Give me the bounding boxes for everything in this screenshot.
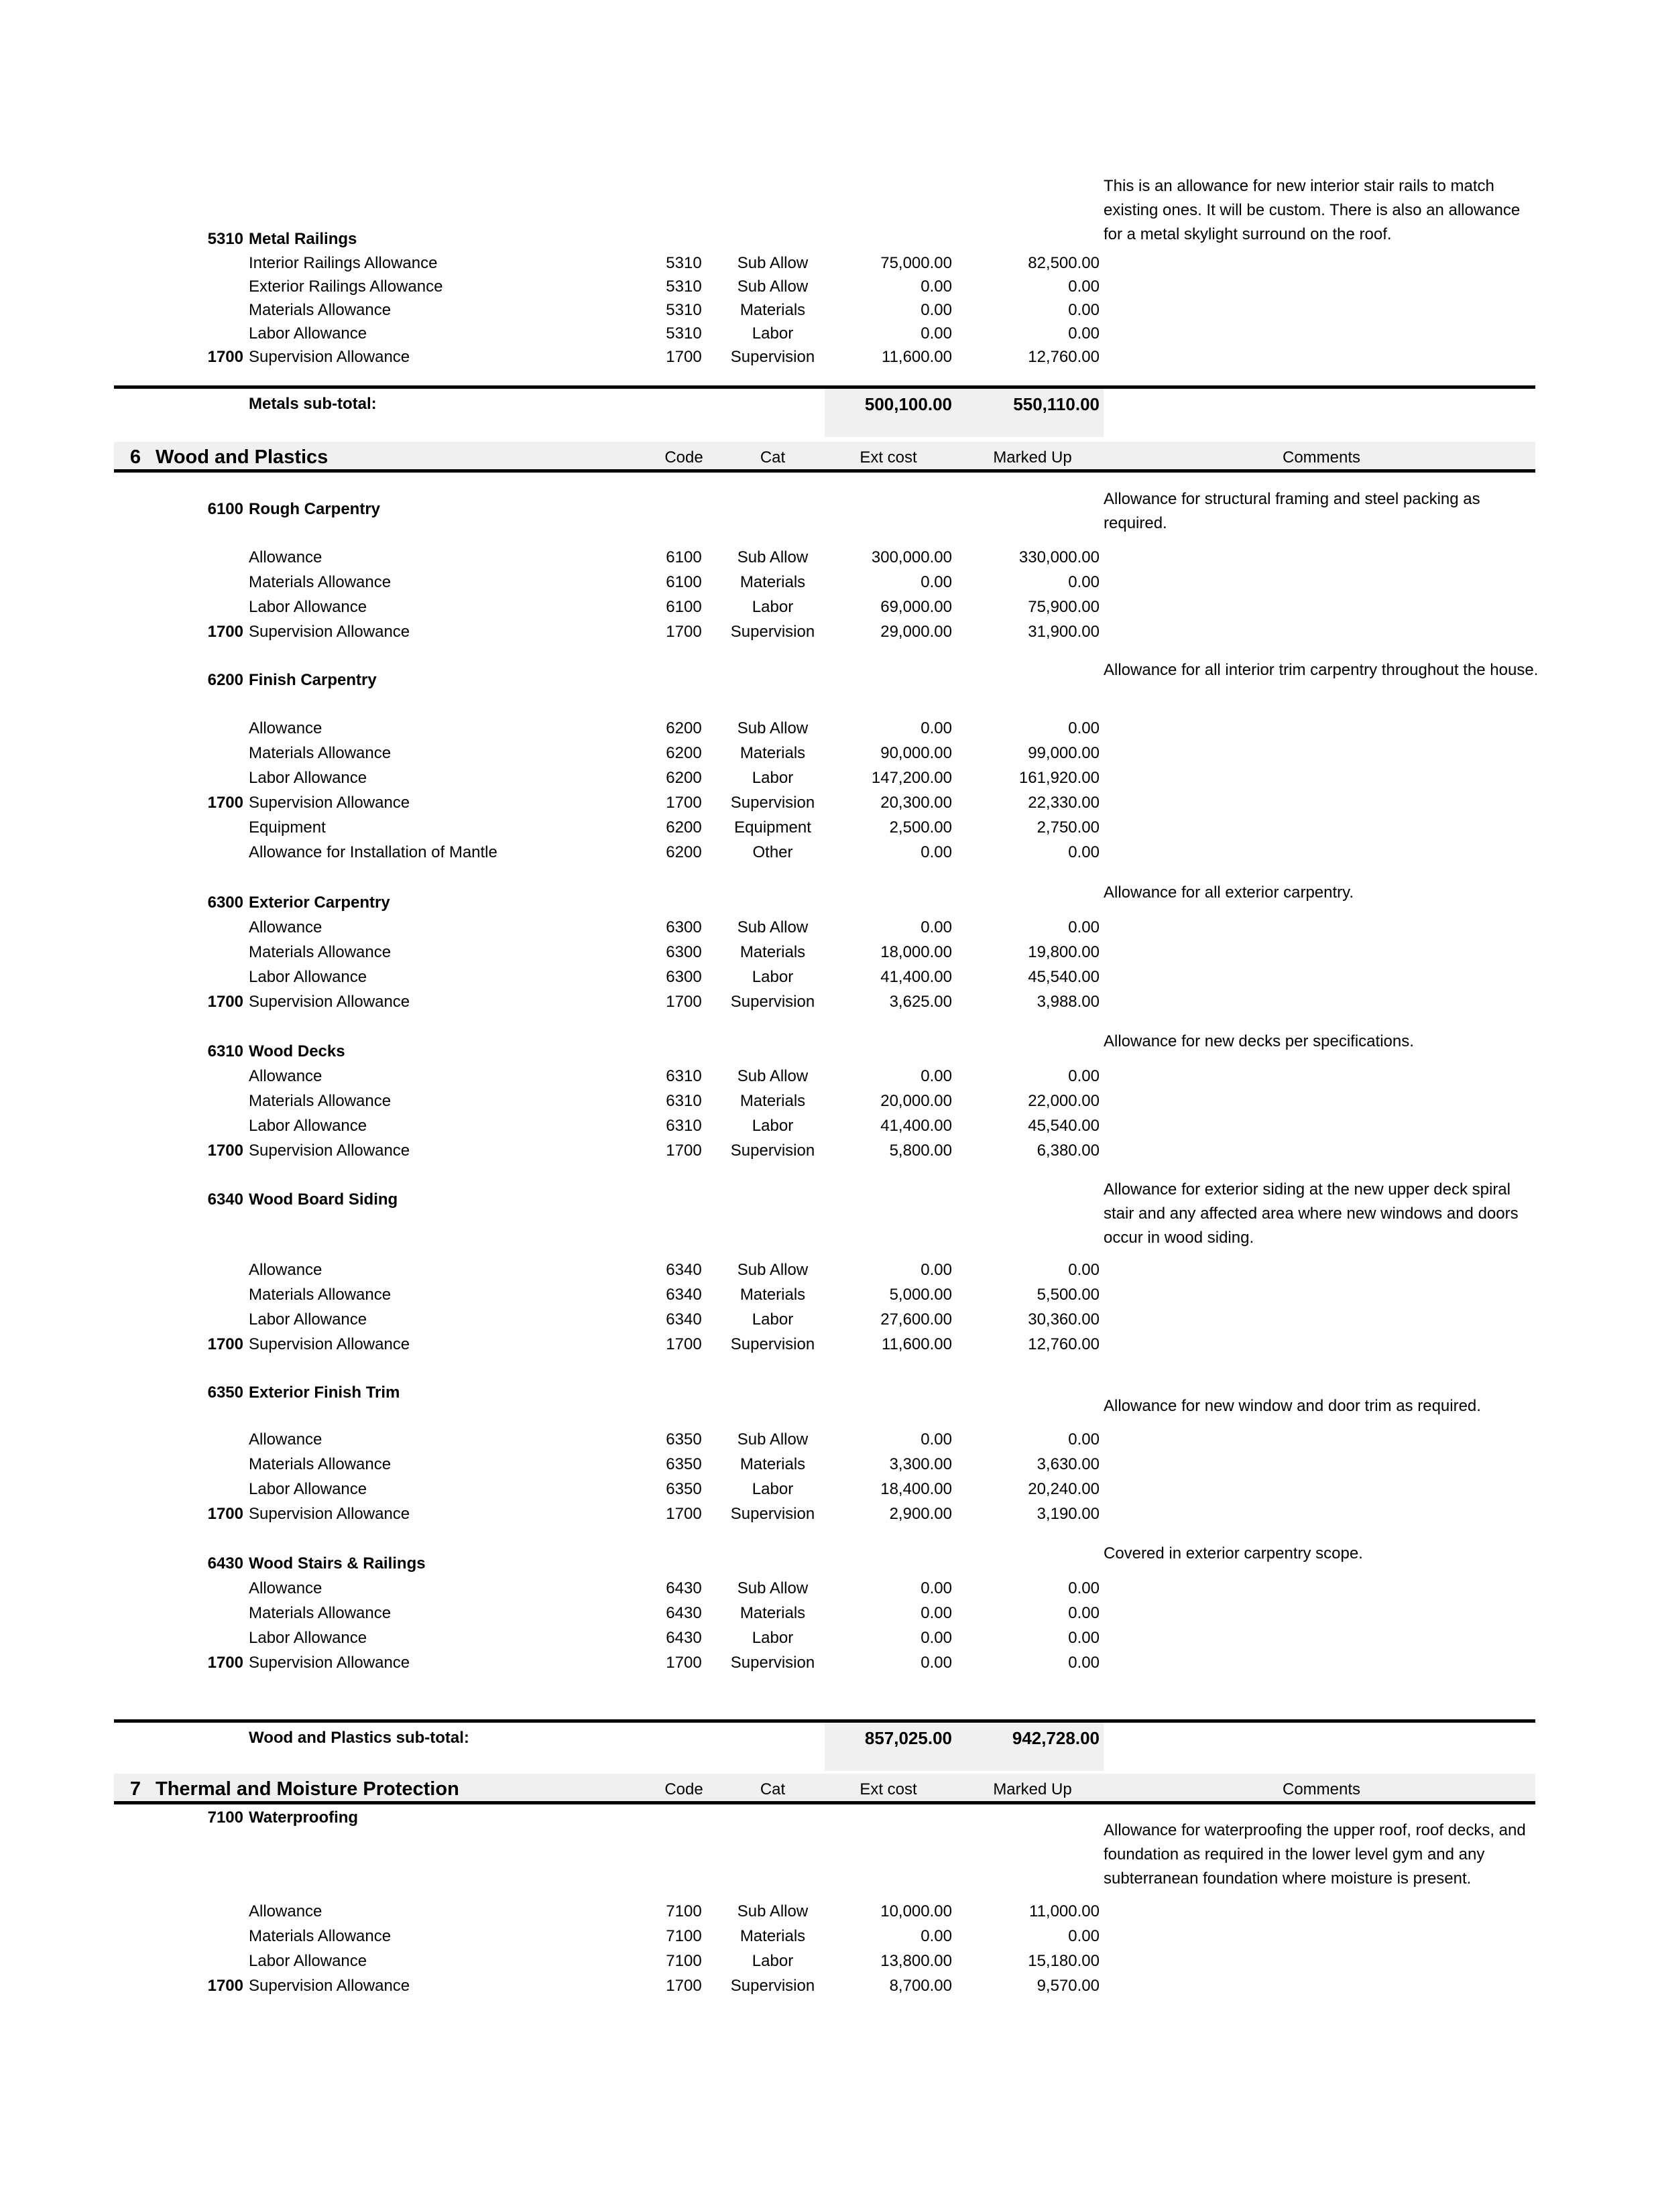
line-item-label: Supervision Allowance: [249, 1335, 410, 1353]
line-item-ext-cost: 3,300.00: [889, 1455, 952, 1473]
section-title: Finish Carpentry: [249, 671, 377, 689]
line-item-code: 1700: [666, 1142, 702, 1160]
line-item-ext-cost: 0.00: [921, 1654, 952, 1672]
line-item-ext-cost: 75,000.00: [880, 254, 952, 272]
line-item-ext-cost: 27,600.00: [880, 1310, 952, 1329]
line-item-label: Labor Allowance: [249, 1117, 367, 1135]
section-code: 5310: [207, 230, 243, 248]
line-item-code: 1700: [666, 794, 702, 812]
section-title: Waterproofing: [249, 1808, 359, 1827]
line-item-category: Sub Allow: [737, 548, 809, 566]
line-item-category: Sub Allow: [737, 1579, 809, 1597]
column-header-comments: Comments: [1282, 1780, 1361, 1798]
line-item-code: 6100: [666, 548, 702, 566]
line-item-label: Allowance: [249, 548, 322, 566]
line-item-category: Materials: [740, 943, 806, 961]
column-header-cat: Cat: [760, 1780, 786, 1798]
division-number: 7: [129, 1778, 141, 1800]
line-item-label: Materials Allowance: [249, 744, 392, 762]
section-code: 7100: [207, 1808, 243, 1827]
line-item-code: 6200: [666, 843, 702, 861]
supervision-code: 1700: [207, 1977, 243, 1995]
supervision-code: 1700: [207, 1505, 243, 1523]
line-item-marked-up: 0.00: [1068, 1604, 1100, 1622]
division-title: Wood and Plastics: [156, 446, 329, 468]
line-item-category: Labor: [752, 1310, 794, 1329]
line-item-marked-up: 161,920.00: [1018, 769, 1100, 787]
line-item-ext-cost: 0.00: [921, 843, 952, 861]
line-item-marked-up: 19,800.00: [1028, 943, 1100, 961]
line-item-category: Sub Allow: [737, 254, 809, 272]
line-item-code: 7100: [666, 1902, 702, 1920]
line-item-marked-up: 0.00: [1068, 1430, 1100, 1449]
line-item-marked-up: 12,760.00: [1028, 1335, 1100, 1353]
line-item-category: Labor: [752, 1952, 794, 1970]
line-item-code: 7100: [666, 1927, 702, 1945]
line-item-category: Sub Allow: [737, 1902, 809, 1920]
line-item-label: Allowance: [249, 1579, 322, 1597]
line-item-code: 6310: [666, 1117, 702, 1135]
section-comment: Allowance for waterproofing the upper roof, roof decks, and foundation as required in the lower level gym and any subterranean foundation where moisture is present.: [1104, 1821, 1526, 1888]
line-item-category: Supervision: [730, 1142, 815, 1160]
line-item-code: 6430: [666, 1604, 702, 1622]
section-comment: Allowance for exterior siding at the new upper deck spiral stair and any affected area where new windows and doors occur in wood siding.: [1104, 1180, 1519, 1247]
line-item-ext-cost: 0.00: [921, 1629, 952, 1647]
line-item-marked-up: 3,988.00: [1037, 993, 1100, 1011]
line-item-code: 6100: [666, 598, 702, 616]
line-item-code: 6200: [666, 719, 702, 737]
line-item-label: Supervision Allowance: [249, 993, 410, 1011]
section-title: Rough Carpentry: [249, 500, 381, 518]
line-item-ext-cost: 0.00: [921, 1579, 952, 1597]
line-item-ext-cost: 41,400.00: [880, 968, 952, 986]
line-item-code: 6430: [666, 1579, 702, 1597]
line-item-marked-up: 0.00: [1068, 918, 1100, 936]
subtotal-marked-up: 550,110.00: [1013, 394, 1100, 414]
line-item-label: Labor Allowance: [249, 1480, 367, 1498]
line-item-code: 6100: [666, 573, 702, 591]
line-item-marked-up: 0.00: [1068, 1654, 1100, 1672]
line-item-code: 5310: [666, 301, 702, 319]
subtotal-rule: [114, 385, 1535, 389]
line-item-label: Supervision Allowance: [249, 623, 410, 641]
line-item-ext-cost: 0.00: [921, 1430, 952, 1449]
line-item-ext-cost: 0.00: [921, 1261, 952, 1279]
line-item-code: 6350: [666, 1430, 702, 1449]
supervision-code: 1700: [207, 348, 243, 366]
line-item-code: 6310: [666, 1092, 702, 1110]
line-item-category: Supervision: [730, 1505, 815, 1523]
line-item-category: Materials: [740, 744, 806, 762]
line-item-ext-cost: 147,200.00: [871, 769, 952, 787]
line-item-code: 6310: [666, 1067, 702, 1085]
line-item-marked-up: 330,000.00: [1018, 548, 1100, 566]
division-title: Thermal and Moisture Protection: [156, 1778, 459, 1800]
line-item-category: Other: [752, 843, 793, 861]
line-item-code: 1700: [666, 993, 702, 1011]
line-item-ext-cost: 29,000.00: [880, 623, 952, 641]
line-item-code: 7100: [666, 1952, 702, 1970]
line-item-marked-up: 45,540.00: [1028, 968, 1100, 986]
line-item-label: Labor Allowance: [249, 324, 367, 343]
line-item-marked-up: 22,000.00: [1028, 1092, 1100, 1110]
line-item-code: 1700: [666, 1977, 702, 1995]
column-header-marked-up: Marked Up: [993, 1780, 1072, 1798]
line-item-code: 6300: [666, 918, 702, 936]
line-item-label: Allowance: [249, 1430, 322, 1449]
line-item-code: 1700: [666, 348, 702, 366]
line-item-category: Supervision: [730, 623, 815, 641]
line-item-ext-cost: 0.00: [921, 301, 952, 319]
line-item-marked-up: 22,330.00: [1028, 794, 1100, 812]
column-header-comments: Comments: [1282, 448, 1361, 467]
line-item-label: Materials Allowance: [249, 1092, 392, 1110]
line-item-code: 5310: [666, 278, 702, 296]
line-item-category: Materials: [740, 1286, 806, 1304]
line-item-label: Labor Allowance: [249, 769, 367, 787]
line-item-category: Materials: [740, 301, 806, 319]
line-item-label: Allowance: [249, 1261, 322, 1279]
line-item-ext-cost: 20,300.00: [880, 794, 952, 812]
section-title: Wood Stairs & Railings: [249, 1554, 426, 1573]
line-item-marked-up: 5,500.00: [1037, 1286, 1100, 1304]
line-item-code: 6350: [666, 1455, 702, 1473]
line-item-code: 6200: [666, 744, 702, 762]
line-item-label: Materials Allowance: [249, 573, 392, 591]
line-item-marked-up: 15,180.00: [1028, 1952, 1100, 1970]
line-item-label: Materials Allowance: [249, 943, 392, 961]
line-item-marked-up: 0.00: [1068, 573, 1100, 591]
line-item-ext-cost: 90,000.00: [880, 744, 952, 762]
line-item-code: 5310: [666, 254, 702, 272]
line-item-label: Allowance: [249, 1902, 322, 1920]
line-item-code: 6350: [666, 1480, 702, 1498]
line-item-ext-cost: 5,800.00: [889, 1142, 952, 1160]
line-item-code: 6340: [666, 1310, 702, 1329]
line-item-marked-up: 0.00: [1068, 301, 1100, 319]
line-item-code: 6340: [666, 1286, 702, 1304]
supervision-code: 1700: [207, 1654, 243, 1672]
section-title: Wood Decks: [249, 1042, 345, 1060]
line-item-category: Sub Allow: [737, 1261, 809, 1279]
line-item-label: Materials Allowance: [249, 1286, 392, 1304]
line-item-ext-cost: 0.00: [921, 573, 952, 591]
line-item-marked-up: 0.00: [1068, 278, 1100, 296]
line-item-category: Sub Allow: [737, 1067, 809, 1085]
line-item-category: Supervision: [730, 1654, 815, 1672]
line-item-code: 6200: [666, 769, 702, 787]
line-item-ext-cost: 2,900.00: [889, 1505, 952, 1523]
line-item-marked-up: 0.00: [1068, 719, 1100, 737]
section-code: 6200: [207, 671, 243, 689]
line-item-category: Materials: [740, 1927, 806, 1945]
subtotal-label: Wood and Plastics sub-total:: [249, 1729, 469, 1747]
line-item-marked-up: 82,500.00: [1028, 254, 1100, 272]
line-item-marked-up: 12,760.00: [1028, 348, 1100, 366]
line-item-label: Supervision Allowance: [249, 1977, 410, 1995]
line-item-code: 6340: [666, 1261, 702, 1279]
subtotal-rule: [114, 1719, 1535, 1723]
subtotal-marked-up: 942,728.00: [1012, 1728, 1100, 1748]
column-header-ext-cost: Ext cost: [860, 1780, 917, 1798]
section-code: 6310: [207, 1042, 243, 1060]
section-title: Exterior Finish Trim: [249, 1384, 400, 1402]
line-item-ext-cost: 41,400.00: [880, 1117, 952, 1135]
line-item-ext-cost: 11,600.00: [882, 1335, 952, 1353]
supervision-code: 1700: [207, 1335, 243, 1353]
line-item-label: Materials Allowance: [249, 1927, 392, 1945]
section-title: Wood Board Siding: [249, 1190, 398, 1209]
line-item-code: 6300: [666, 943, 702, 961]
line-item-code: 6200: [666, 818, 702, 837]
section-comment: Allowance for new decks per specifications.: [1104, 1032, 1414, 1050]
subtotal-ext-cost: 857,025.00: [864, 1728, 952, 1748]
line-item-code: 6300: [666, 968, 702, 986]
line-item-category: Supervision: [730, 794, 815, 812]
line-item-category: Labor: [752, 968, 794, 986]
line-item-label: Allowance: [249, 918, 322, 936]
line-item-category: Labor: [752, 598, 794, 616]
line-item-category: Materials: [740, 1455, 806, 1473]
section-comment: This is an allowance for new interior stair rails to match existing ones. It will be custom. There is also an allowance for a metal skylight surround on the roof.: [1104, 177, 1521, 243]
line-item-label: Materials Allowance: [249, 1604, 392, 1622]
line-item-category: Materials: [740, 1092, 806, 1110]
division-number: 6: [129, 446, 141, 468]
line-item-category: Materials: [740, 1604, 806, 1622]
line-item-ext-cost: 18,400.00: [880, 1480, 952, 1498]
line-item-marked-up: 11,000.00: [1029, 1902, 1100, 1920]
line-item-ext-cost: 18,000.00: [880, 943, 952, 961]
line-item-marked-up: 20,240.00: [1028, 1480, 1100, 1498]
line-item-marked-up: 2,750.00: [1037, 818, 1100, 837]
line-item-marked-up: 45,540.00: [1028, 1117, 1100, 1135]
line-item-category: Labor: [752, 1480, 794, 1498]
line-item-marked-up: 0.00: [1068, 1629, 1100, 1647]
line-item-category: Sub Allow: [737, 918, 809, 936]
line-item-ext-cost: 0.00: [921, 278, 952, 296]
line-item-marked-up: 3,190.00: [1037, 1505, 1100, 1523]
line-item-marked-up: 0.00: [1068, 1579, 1100, 1597]
subtotal-ext-cost: 500,100.00: [864, 394, 952, 414]
line-item-label: Supervision Allowance: [249, 1505, 410, 1523]
line-item-ext-cost: 300,000.00: [871, 548, 952, 566]
section-title: Metal Railings: [249, 230, 357, 248]
column-header-cat: Cat: [760, 448, 786, 467]
line-item-ext-cost: 0.00: [921, 719, 952, 737]
line-item-marked-up: 0.00: [1068, 843, 1100, 861]
section-comment: Allowance for new window and door trim as required.: [1104, 1397, 1481, 1415]
line-item-category: Supervision: [730, 348, 815, 366]
line-item-label: Labor Allowance: [249, 1952, 367, 1970]
line-item-label: Interior Railings Allowance: [249, 254, 438, 272]
section-code: 6350: [207, 1384, 243, 1402]
line-item-label: Allowance: [249, 719, 322, 737]
line-item-label: Supervision Allowance: [249, 1654, 410, 1672]
subtotal-label: Metals sub-total:: [249, 395, 377, 413]
line-item-ext-cost: 3,625.00: [889, 993, 952, 1011]
line-item-ext-cost: 13,800.00: [880, 1952, 952, 1970]
line-item-category: Labor: [752, 1117, 794, 1135]
line-item-marked-up: 3,630.00: [1037, 1455, 1100, 1473]
line-item-category: Supervision: [730, 1977, 815, 1995]
line-item-ext-cost: 0.00: [921, 1927, 952, 1945]
line-item-ext-cost: 10,000.00: [880, 1902, 952, 1920]
line-item-marked-up: 0.00: [1068, 324, 1100, 343]
line-item-code: 1700: [666, 1654, 702, 1672]
line-item-label: Labor Allowance: [249, 1629, 367, 1647]
section-comment: Covered in exterior carpentry scope.: [1104, 1544, 1363, 1562]
section-title: Exterior Carpentry: [249, 894, 390, 912]
line-item-marked-up: 0.00: [1068, 1261, 1100, 1279]
line-item-category: Labor: [752, 1629, 794, 1647]
column-header-code: Code: [664, 448, 703, 467]
supervision-code: 1700: [207, 623, 243, 641]
supervision-code: 1700: [207, 1142, 243, 1160]
line-item-ext-cost: 0.00: [921, 1604, 952, 1622]
line-item-label: Supervision Allowance: [249, 1142, 410, 1160]
line-item-label: Materials Allowance: [249, 1455, 392, 1473]
line-item-category: Equipment: [734, 818, 811, 837]
line-item-category: Labor: [752, 769, 794, 787]
line-item-marked-up: 0.00: [1068, 1067, 1100, 1085]
section-comment: Allowance for all interior trim carpentry throughout the house.: [1104, 661, 1539, 679]
line-item-marked-up: 9,570.00: [1037, 1977, 1100, 1995]
section-comment: Allowance for all exterior carpentry.: [1104, 883, 1354, 902]
line-item-marked-up: 30,360.00: [1028, 1310, 1100, 1329]
supervision-code: 1700: [207, 993, 243, 1011]
line-item-label: Labor Allowance: [249, 598, 367, 616]
column-header-ext-cost: Ext cost: [860, 448, 917, 467]
line-item-label: Labor Allowance: [249, 1310, 367, 1329]
line-item-category: Sub Allow: [737, 278, 809, 296]
line-item-marked-up: 99,000.00: [1028, 744, 1100, 762]
line-item-code: 1700: [666, 1505, 702, 1523]
line-item-category: Labor: [752, 324, 794, 343]
line-item-label: Supervision Allowance: [249, 794, 410, 812]
line-item-ext-cost: 0.00: [921, 1067, 952, 1085]
line-item-label: Labor Allowance: [249, 968, 367, 986]
line-item-label: Allowance for Installation of Mantle: [249, 843, 497, 861]
line-item-code: 1700: [666, 1335, 702, 1353]
line-item-code: 6430: [666, 1629, 702, 1647]
line-item-marked-up: 31,900.00: [1028, 623, 1100, 641]
line-item-category: Sub Allow: [737, 719, 809, 737]
line-item-ext-cost: 11,600.00: [882, 348, 952, 366]
line-item-marked-up: 0.00: [1068, 1927, 1100, 1945]
line-item-ext-cost: 0.00: [921, 324, 952, 343]
line-item-ext-cost: 69,000.00: [880, 598, 952, 616]
line-item-label: Equipment: [249, 818, 326, 837]
line-item-category: Supervision: [730, 1335, 815, 1353]
line-item-marked-up: 75,900.00: [1028, 598, 1100, 616]
line-item-category: Supervision: [730, 993, 815, 1011]
line-item-label: Materials Allowance: [249, 301, 392, 319]
line-item-label: Exterior Railings Allowance: [249, 278, 443, 296]
section-code: 6300: [207, 894, 243, 912]
line-item-category: Sub Allow: [737, 1430, 809, 1449]
line-item-label: Supervision Allowance: [249, 348, 410, 366]
line-item-label: Allowance: [249, 1067, 322, 1085]
line-item-marked-up: 6,380.00: [1037, 1142, 1100, 1160]
column-header-marked-up: Marked Up: [993, 448, 1072, 467]
column-header-code: Code: [664, 1780, 703, 1798]
line-item-ext-cost: 8,700.00: [889, 1977, 952, 1995]
line-item-code: 1700: [666, 623, 702, 641]
line-item-category: Materials: [740, 573, 806, 591]
section-code: 6430: [207, 1554, 243, 1573]
line-item-ext-cost: 20,000.00: [880, 1092, 952, 1110]
section-code: 6340: [207, 1190, 243, 1209]
line-item-ext-cost: 2,500.00: [889, 818, 952, 837]
line-item-ext-cost: 5,000.00: [889, 1286, 952, 1304]
section-code: 6100: [207, 500, 243, 518]
line-item-ext-cost: 0.00: [921, 918, 952, 936]
section-comment: Allowance for structural framing and steel packing as required.: [1104, 490, 1480, 532]
line-item-code: 5310: [666, 324, 702, 343]
supervision-code: 1700: [207, 794, 243, 812]
